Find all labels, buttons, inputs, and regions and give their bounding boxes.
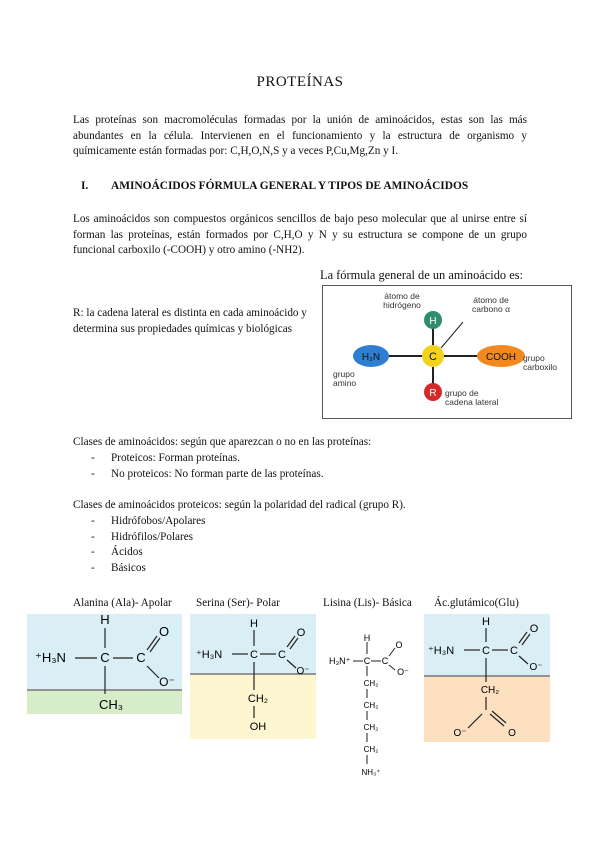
carbon-text: C: [363, 656, 371, 666]
oxygen-minus-text: O⁻: [159, 675, 175, 689]
carboxyl-carbon-text: C: [278, 649, 286, 661]
oxygen-minus-text: O⁻: [296, 666, 310, 677]
ammonium-text: NH₃⁺: [361, 768, 381, 777]
lisina-structure: [325, 632, 415, 780]
oxygen-minus-text: O⁻: [397, 667, 409, 677]
methylene-text: CH₂: [247, 693, 269, 705]
oxygen-text: O: [296, 627, 306, 639]
bond: [389, 648, 395, 656]
carbon-text: C: [100, 650, 110, 665]
methylene-text: CH₂: [363, 701, 379, 710]
section-heading: [73, 180, 527, 192]
amino-text: ⁺H₃N: [428, 645, 455, 657]
amino-label: grupo amino: [333, 370, 357, 388]
oxygen-minus-text: O⁻: [453, 728, 467, 739]
classes-list: [91, 451, 521, 482]
methylene-text: CH₂: [363, 745, 379, 754]
list-item: - Proteicos: Forman proteínas.: [91, 451, 521, 467]
methyl-text: CH₃: [98, 697, 124, 712]
list-item: - Hidrófilos/Polares: [91, 530, 521, 546]
glutamico-structure: [424, 614, 550, 742]
carboxyl-group-text: COOH: [486, 352, 516, 363]
carbon-pointer: [441, 322, 463, 348]
carbon-text: C: [482, 645, 490, 657]
general-formula-figure: [322, 285, 572, 419]
methylene-text: CH₂: [480, 685, 500, 696]
polarity-classes-list: [91, 514, 521, 576]
carboxyl-carbon-text: C: [381, 656, 389, 666]
hydrogen-label: átomo de hidrógeno: [383, 292, 421, 310]
intro-paragraph: Las proteínas son macromoléculas formadas por la unión de aminoácidos, estas son las más abundantes en la célula. Intervienen en el funcionamiento y la estructura de organismo y químicamente están formadas por: C,H,O,N,S y a veces P,Cu,Mg,Zn y I.: [73, 114, 527, 157]
polarity-classes-title: Clases de aminoácidos proteicos: según la polaridad del radical (grupo R).: [73, 499, 406, 511]
oxygen-minus-text: O⁻: [529, 662, 543, 673]
amino-text: ⁺H₃N: [35, 650, 66, 665]
classes-title: Clases de aminoácidos: según que aparezcan o no en las proteínas:: [73, 436, 372, 448]
hydrogen-text: H: [363, 633, 371, 643]
list-item: - Ácidos: [91, 545, 521, 561]
general-formula-diagram: [323, 286, 571, 418]
hydroxyl-text: OH: [249, 721, 267, 733]
alpha-carbon-text: C: [429, 351, 437, 363]
oxygen-text: O: [508, 728, 516, 739]
alanina-label: Alanina (Ala)- Apolar: [73, 597, 172, 609]
alanina-structure: [27, 614, 182, 714]
carboxyl-carbon-text: C: [510, 645, 518, 657]
amino-text: H₃N⁺: [329, 656, 351, 666]
oxygen-text: O: [529, 623, 539, 635]
list-item: - Básicos: [91, 561, 521, 577]
serina-label: Serina (Ser)- Polar: [196, 597, 280, 609]
r-group-note: R: la cadena lateral es distinta en cada aminoácido y determina sus propiedades químicas y biológicas: [73, 307, 307, 335]
amino-group-text: H₂N: [361, 352, 381, 363]
carbon-text: C: [250, 649, 258, 661]
glutamico-label: Ác.glutámico(Glu): [434, 597, 519, 609]
hydrogen-text: H: [100, 614, 110, 627]
oxygen-text: O: [395, 640, 403, 650]
carboxyl-carbon-text: C: [136, 650, 146, 665]
methylene-text: CH₂: [363, 679, 379, 688]
carbon-label: átomo de carbono α: [472, 296, 510, 314]
amino-text: ⁺H₃N: [196, 649, 223, 661]
r-group-text: R: [429, 388, 437, 399]
lisina-label: Lisina (Lis)- Básica: [323, 597, 412, 609]
hydrogen-text: H: [482, 616, 490, 628]
list-item: - Hidrófobos/Apolares: [91, 514, 521, 530]
section-number: I.: [81, 180, 89, 192]
list-item: - No proteicos: No forman parte de las proteínas.: [91, 467, 521, 483]
bond: [389, 665, 395, 670]
r-label: grupo de cadena lateral: [445, 389, 499, 407]
page-title: PROTEÍNAS: [256, 74, 344, 90]
serina-structure: [190, 614, 316, 739]
section-title: AMINOÁCIDOS FÓRMULA GENERAL Y TIPOS DE AMINOÁCIDOS: [111, 180, 469, 192]
methylene-text: CH₂: [363, 723, 379, 732]
hydrogen-text: H: [429, 316, 437, 327]
hydrogen-text: H: [250, 618, 258, 630]
aminoacid-paragraph: Los aminoácidos son compuestos orgánicos sencillos de bajo peso molecular que al unirse entre sí forman las proteínas, están formados por C,H,O y N y su estructura se compone de un grupo funcional carboxilo (-COOH) y otro amino (-NH2).: [73, 213, 527, 256]
oxygen-text: O: [158, 624, 170, 639]
carboxyl-label: grupo carboxilo: [523, 354, 558, 372]
formula-caption: La fórmula general de un aminoácido es:: [320, 268, 523, 282]
